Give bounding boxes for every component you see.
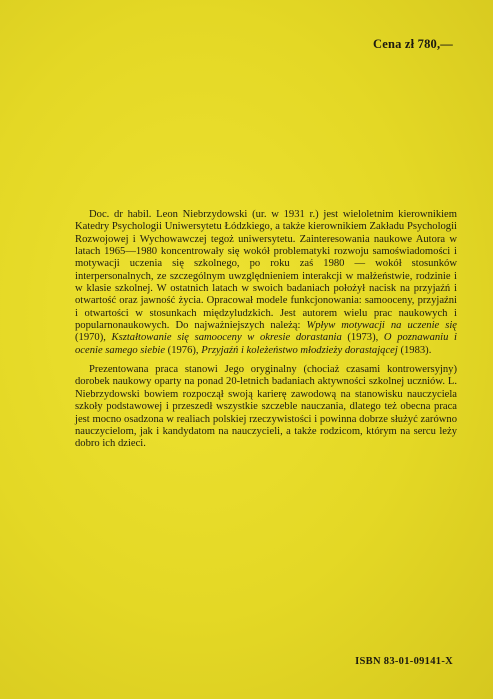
bio-paragraph-2: Prezentowana praca stanowi Jego oryginalny (chociaż czasami kontrowersyjny) dorobek naukowy oparty na ponad 20-letnich badaniach aktywności szkolnej uczniów. L. Niebrzydowski bowiem rozpoczął swoją karierę zawodową na stanowisku nauczyciela szkoły podstawowej i przeszedł wszystkie szczeble nauczania, dlatego też obecna praca jest mocno osadzona w realiach polskiej rzeczywistości i powinna dobrze służyć zarówno nauczycielom, jak i kandydatom na nauczycieli, a także rodzicom, którym na sercu leży dobro ich dzieci. [75,364,457,450]
author-bio-block [75,209,457,451]
bio-text-5: (1983). [397,344,432,356]
book-title-4: Przyjaźń i koleżeństwo młodzieży dorastającej [201,344,398,356]
book-title-1: Wpływ motywacji na uczenie się [306,320,457,332]
bio-paragraph-1 [75,209,457,357]
bio-text-1: Doc. dr habil. Leon Niebrzydowski (ur. w 1931 r.) jest wieloletnim kierownikiem Katedry Psychologii Uniwersytetu Łódzkiego, a także kierownikiem Zakładu Psychologii Rozwojowej i Wychowawczej tegoż uniwersytetu. Zainteresowania naukowe Autora w latach 1965—1980 koncentrowały się wokół problematyki rozwoju samoświadomości i motywacji uczenia się szkolnego, po roku zaś 1980 — wokół stosunków interpersonalnych, ze szczególnym uwzględnieniem interakcji w małżeństwie, rodzinie i w klasie szkolnej. W ostatnich latach w swoich badaniach położył nacisk na przyjaźń i otwartość oraz jawność życia. Opracował modele funkcjonowania: samooceny, przyjaźni i otwartości w stosunkach międzyludzkich. Jest autorem wielu prac naukowych i popularnonaukowych. Do najważniejszych należą: [75,209,457,332]
bio-text-2: (1970), [75,332,112,344]
book-title-2: Kształtowanie się samooceny w okresie dorastania [111,332,342,344]
bio-text-4: (1976), [165,344,202,356]
isbn-label: ISBN 83-01-09141-X [355,656,453,667]
price-label: Cena zł 780,— [372,37,453,51]
book-title-3: O poznawaniu i ocenie samego siebie [75,332,457,356]
bio-text-3: (1973), [341,332,384,344]
